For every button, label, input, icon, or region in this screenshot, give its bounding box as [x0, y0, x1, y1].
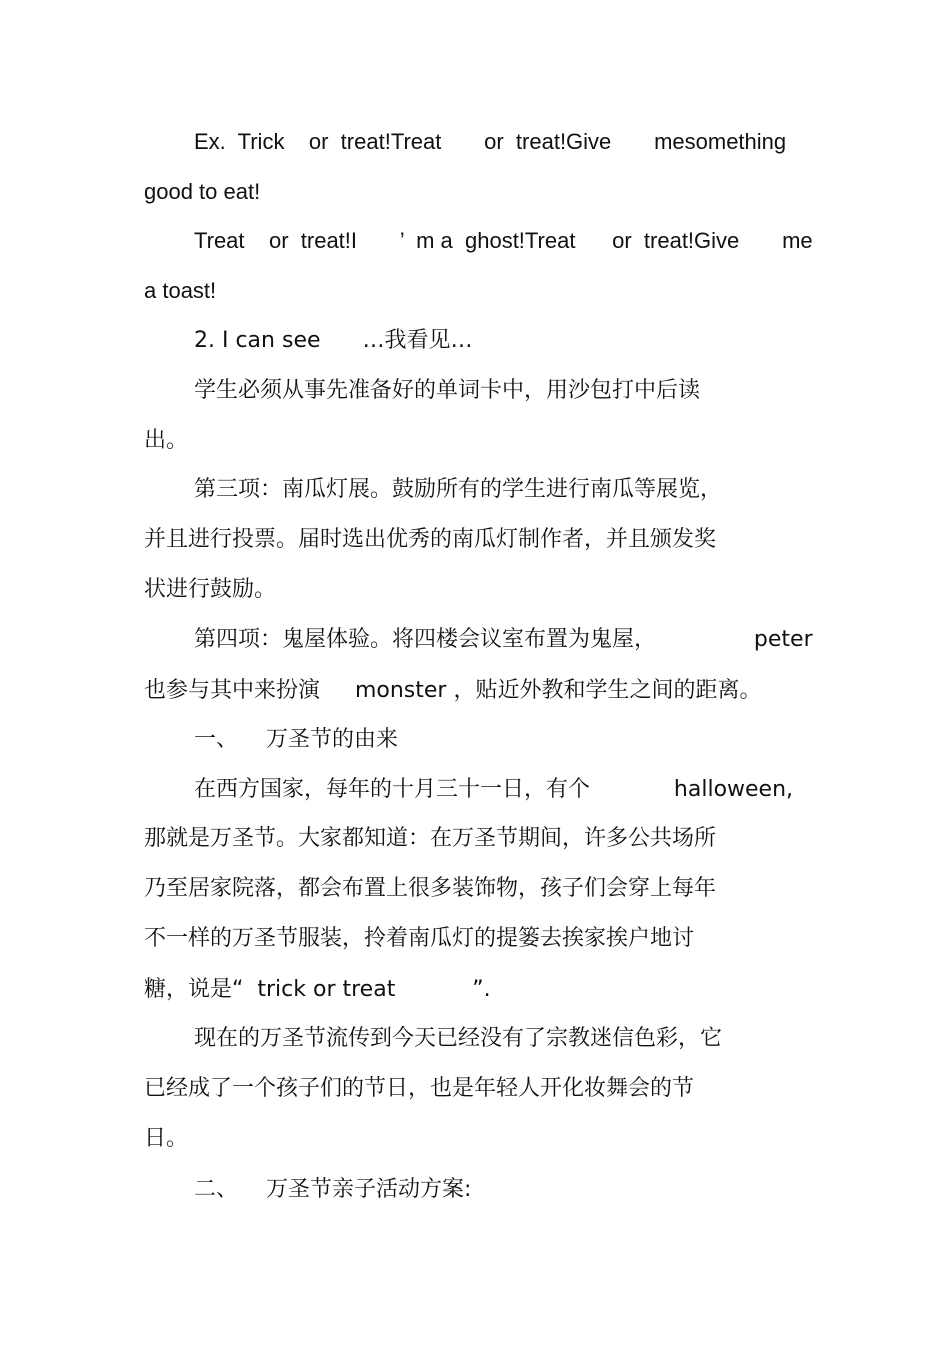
- text-line-19: 现在的万圣节流传到今天已经没有了宗教迷信色彩，它: [194, 1026, 723, 1051]
- text-line-18: 糖，说是“ trick or treat ”.: [144, 977, 491, 1002]
- text-line-5: 2. I can see …我看见…: [194, 328, 473, 353]
- text-line-6: 学生必须从事先准备好的单词卡中，用沙包打中后读: [194, 378, 701, 403]
- text-line-2: good to eat!: [144, 179, 261, 204]
- section-heading-2: 二、 万圣节亲子活动方案:: [194, 1177, 472, 1202]
- text-line-14: 在西方国家，每年的十月三十一日，有个 halloween,: [194, 777, 794, 802]
- text-line-16: 乃至居家院落，都会布置上很多装饰物，孩子们会穿上每年: [144, 876, 717, 901]
- text-line-8: 第三项：南瓜灯展。鼓励所有的学生进行南瓜等展览，: [194, 477, 723, 502]
- text-line-17: 不一样的万圣节服装，拎着南瓜灯的提篓去挨家挨户地讨: [144, 926, 695, 951]
- text-line-10: 状进行鼓励。: [144, 577, 277, 602]
- text-line-21: 日。: [144, 1126, 189, 1151]
- text-line-9: 并且进行投票。届时选出优秀的南瓜灯制作者，并且颁发奖: [144, 527, 717, 552]
- section-heading-1: 一、 万圣节的由来: [194, 727, 398, 752]
- text-line-15: 那就是万圣节。大家都知道：在万圣节期间，许多公共场所: [144, 826, 717, 851]
- text-line-3: Treat or treat!I ’ m a ghost!Treat or treat!Give me: [194, 228, 813, 253]
- text-line-4: a toast!: [144, 278, 217, 303]
- text-line-7: 出。: [144, 428, 189, 453]
- text-line-11: 第四项：鬼屋体验。将四楼会议室布置为鬼屋， peter: [194, 627, 813, 652]
- text-line-20: 已经成了一个孩子们的节日，也是年轻人开化妆舞会的节: [144, 1076, 695, 1101]
- text-line-12: 也参与其中来扮演 monster ，贴近外教和学生之间的距离。: [144, 678, 762, 703]
- text-line-1: Ex. Trick or treat!Treat or treat!Give mesomething: [194, 129, 787, 154]
